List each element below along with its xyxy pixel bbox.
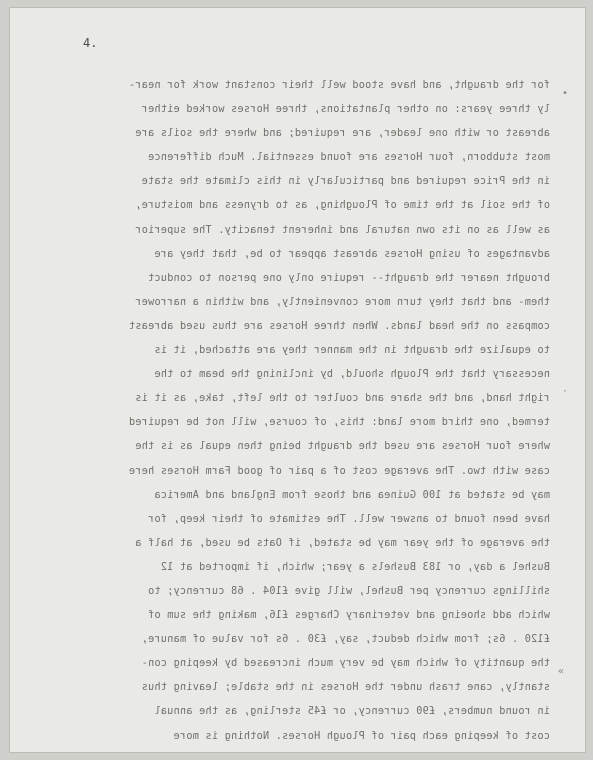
text-line: in round numbers, £90 currency, or £45 sterling, as the annual: [154, 706, 550, 718]
text-line: where four Horses are used the draught being then equal as is the: [135, 441, 550, 453]
text-line: cost of keeping each pair of Plough Horses. Nothing is more: [173, 730, 550, 742]
text-line: Bushel a day, or 183 Bushels a year; which, if imported at 12: [160, 561, 550, 573]
text-line: compass on the head lands. When three Horses are thus used abreast: [128, 320, 550, 332]
text-line: may be stated at 100 Guinea and those from England and America: [154, 489, 550, 501]
margin-mark: •: [562, 88, 569, 99]
text-line: £120 . 6s; from which deduct, say, £30 . 6s for value of manure,: [141, 634, 550, 646]
text-line: them- and that they turn more conveniently, and within a narrower: [135, 296, 550, 308]
text-line: the average of the year may be stated, if Oats be used, at half a: [135, 537, 550, 549]
text-line: case with two. The average cost of a pair of good Farm Horses here: [128, 465, 550, 477]
text-line: the quantity of which may be very much increased by keeping con-: [141, 658, 550, 670]
text-line: as well as on its own natural and inherent tenacity. The superior: [135, 224, 550, 236]
text-line: for the draught, and have stood well their constant work for near-: [128, 80, 550, 91]
text-line: of the soil at the time of Ploughing, as to dryness and moisture,: [135, 200, 550, 212]
text-line: most stubborn, four Horses are found essential. Much difference: [147, 152, 550, 164]
mirrored-typescript-body: [80, 74, 550, 749]
text-line: which add shoeing and veterinary Charges £16, making the sum of: [147, 610, 550, 622]
text-line: necessary that the Plough should, by inclining the beam to the: [154, 369, 550, 381]
text-line: to equalize the draught in the manner they are attached, it is: [154, 345, 550, 357]
text-line: brought nearer the draught-- require only one person to conduct: [147, 272, 550, 284]
text-line: termed, one third more land: this, of course, will not be required: [128, 417, 550, 429]
text-line: advantages of using Horses abreast appear to be, that they are: [154, 248, 550, 260]
document-page: [10, 8, 585, 752]
text-line: stantly, cane trash under the Horses in the stable; leaving thus: [141, 682, 550, 694]
text-line: shillings currency per Bushel, will give £104 . 68 currency; to: [147, 585, 550, 597]
text-line: right hand, and the share and coulter to the left, take, as it is: [135, 393, 550, 405]
margin-mark: ·: [562, 386, 569, 397]
page-number: 4.: [83, 36, 98, 50]
text-line: have been found to answer well. The estimate of their keep, for: [147, 513, 550, 525]
margin-mark: «: [558, 666, 565, 677]
text-line: ly three years: on other plantations, three Horses worked either: [141, 104, 550, 116]
text-line: in the Price required and particularly in this climate the state: [141, 176, 550, 188]
text-line: abreast or with one leader, are required; and where the soils are: [135, 128, 550, 140]
